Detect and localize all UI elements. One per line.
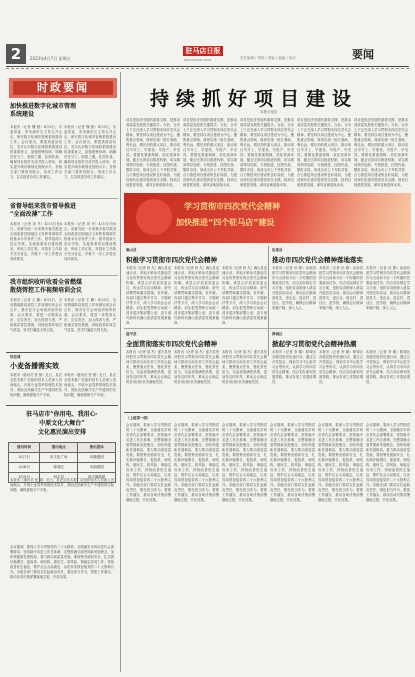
bottom-body-col4: 会议强调，要深入学习贯彻党的二十大精神，全面落实市四次党代会部署要求，坚持稳中求进工作总基调，完整准确全面贯彻新发展理念，加快构建新发展格局，着力推动高质量发展。要统筹发展和安全，扎实做好稳增长、促改革、调结构、惠民生、防风险、保稳定各项工作，持续改善民生福祉，维护社会大局稳定，以优异成绩迎接党的二十大胜利召开。各级各部门要切实扛起政治责任，强化担当作为，狠抓工作落实，推动各项决策部署落地生根、开花结果。 [270,423,315,502]
article2-title [10,203,76,219]
story3-body-col1: 本报讯（记者 周 杰）遂平县坚持把学习贯彻市四次党代会精神与推动当前各项工作结合起来，聚焦重点任务，强化责任担当，以更加饱满的热情、更加务实的作风，推动会议确定的各项目标任务落地见效。 [126,350,171,384]
top-story-body-col4: 项目是经济发展的重要支撑，是推动高质量发展的关键抓手。当前，全市上下正在深入学习贯彻市四次党代会精神，要坚持以项目建设为中心，聚焦重点领域，谋划实施一批打基础、利长远、增后劲的重大项目，推动项目早开工、早建设、早投产、早见效。要强化要素保障，优化营商环境，健全完善项目推进机制，切实做到领导包联、专班推进、挂图作战、限时办结，形成全市上下齐抓共管、合力推进项目建设的良好局面，为建设现代化强市提供坚实支撑。抓项目就是抓发展，谋项目就是谋未来。 [297,118,351,187]
divider [124,412,411,413]
article4-kicker: 科技课 [10,355,21,359]
article4-body: 本报讯（通讯员 张 强）近日，县农业技术推广站组织技术人员深入田间地头，开展小麦春季管理技术指导，帮助农民解决生产中遇到的实际问题，确保夏粮丰产丰收。 [10,373,62,397]
table-cell: 西平县 [40,473,78,483]
table-cell: 市曲剧团 [78,463,116,473]
banner-line2: 加快推进“四个驻马店”建设 [176,218,275,227]
bottom-body-col6: 会议强调，要深入学习贯彻党的二十大精神，全面落实市四次党代会部署要求，坚持稳中求进工作总基调，完整准确全面贯彻新发展理念，加快构建新发展格局，着力推动高质量发展。要统筹发展和安全，扎实做好稳增长、促改革、调结构、惠民生、防风险、保稳定各项工作，持续改善民生福祉，维护社会大局稳定，以优异成绩迎接党的二十大胜利召开。各级各部门要切实扛起政治责任，强化担当作为，狠抓工作落实，推动各项决策部署落地生根、开花结果。 [366,423,410,502]
table-header: 演出地点 [40,443,78,453]
top-story-body-col1: 项目是经济发展的重要支撑，是推动高质量发展的关键抓手。当前，全市上下正在深入学习贯彻市四次党代会精神，要坚持以项目建设为中心，聚焦重点领域，谋划实施一批打基础、利长远、增后劲的重大项目，推动项目早开工、早建设、早投产、早见效。要强化要素保障，优化营商环境，健全完善项目推进机制，切实做到领导包联、专班推进、挂图作战、限时办结，形成全市上下齐抓共管、合力推进项目建设的良好局面，为建设现代化强市提供坚实支撑。抓项目就是抓发展，谋项目就是谋未来。 [126,118,180,187]
article1-title [10,103,76,119]
article3-title-line1: 我市组织收听收看全省燃煤 [10,279,83,286]
story2-body-col3: 本报讯（记者 孙 静）汝南县把学习贯彻市四次党代会精神作为当前和今后一个时期的首要政治任务，结合实际制定学习方案，组织宣讲团深入基层开展宣讲活动，推动会议精神进机关、进企业、进农村、进社区、进学校，确保会议精神家喻户晓、深入人心。 [366,266,410,310]
masthead-english: ZHUMADIAN DAILY [184,58,212,62]
banner-decoration [281,193,411,243]
top-story-body-col2: 项目是经济发展的重要支撑，是推动高质量发展的关键抓手。当前，全市上下正在深入学习贯彻市四次党代会精神，要坚持以项目建设为中心，聚焦重点领域，谋划实施一批打基础、利长远、增后劲的重大项目，推动项目早开工、早建设、早投产、早见效。要强化要素保障，优化营商环境，健全完善项目推进机制，切实做到领导包联、专班推进、挂图作战、限时办结，形成全市上下齐抓共管、合力推进项目建设的良好局面，为建设现代化强市提供坚实支撑。抓项目就是抓发展，谋项目就是谋未来。 [183,118,237,187]
story1-body-col2: 本报讯（记者 杨 光）确山县迅速行动，采取多种形式掀起学习宣传贯彻市四次党代会精神热潮。该县召开县委常委会议，传达学习会议精神，研究部署贯彻落实措施。各乡镇、各部门通过集中学习、专题研讨等方式，深入学习领会会议精神，切实把思想和行动统一到市委决策部署上来，奋力谱写新时代确山高质量发展新篇章。 [174,266,219,324]
table-row [9,463,116,473]
header-dash-rule [6,68,409,69]
table-row [9,453,116,463]
story4-title: 掀起学习贯彻党代会精神热潮 [272,340,357,348]
article3-title-line2: 散烧管控工作视频培训会议 [10,287,83,294]
story2-title: 推动市四次党代会精神落地落实 [272,256,363,264]
article4-body-col2: 本报讯（通讯员 张 强）近日，县农业技术推广站组织技术人员深入田间地头，开展小麦春季管理技术指导，帮助农民解决生产中遇到的实际问题，确保夏粮丰产丰收。 [64,373,116,397]
article5-title-line3: 文化惠民演出安排 [37,429,86,436]
story4-body-col1: 本报讯（记者 李 娜）驿城区各级党组织迅速行动，通过召开党组会、理论学习中心组学习会等形式，认真学习市四次党代会精神，结合实际谋划发展思路，推动各项工作提质增效。 [272,350,316,384]
story4-kicker: 驿城区 [272,332,283,336]
article5-title [10,410,114,437]
divider [6,405,118,406]
story3-title: 全面贯彻落实市四次党代会精神 [126,340,217,348]
story2-body-col1: 本报讯（记者 孙 静）汝南县把学习贯彻市四次党代会精神作为当前和今后一个时期的首要政治任务，结合实际制定学习方案，组织宣讲团深入基层开展宣讲活动，推动会议精神进机关、进企业、进农村、进社区、进学校，确保会议精神家喻户晓、深入人心。 [272,266,316,310]
edition-info: 责任编辑 / 审校 / 美编 / 邮编 / 电话 [240,56,296,60]
article3-body: 本报讯（记者 王 鹏）4月6日，全省燃煤散烧管控工作视频培训会议召开，我市在分会场组织收听收看。会议要求，要进一步提高认识，压实责任，加大排查力度，严格落实管控措施，持续改善环境空气质量，坚决打赢蓝天保卫战。 [10,298,62,332]
article5-title-line2: 中原文化大舞台” [39,420,85,427]
section-label: 时政要闻 [13,81,113,95]
table-cell: 西平豫剧团 [78,473,116,483]
bottom-body-col1: 会议强调，要深入学习贯彻党的二十大精神，全面落实市四次党代会部署要求，坚持稳中求进工作总基调，完整准确全面贯彻新发展理念，加快构建新发展格局，着力推动高质量发展。要统筹发展和安全，扎实做好稳增长、促改革、调结构、惠民生、防风险、保稳定各项工作，持续改善民生福祉，维护社会大局稳定，以优异成绩迎接党的二十大胜利召开。各级各部门要切实扛起政治责任，强化担当作为，狠抓工作落实，推动各项决策部署落地生根、开花结果。 [126,423,171,502]
divider [6,352,118,353]
bottom-kicker: （上接第一版） [126,416,151,420]
column-divider [268,246,269,356]
left-bottom-body: 会议强调，要深入学习贯彻党的二十大精神，全面落实市四次党代会部署要求，坚持稳中求进工作总基调，完整准确全面贯彻新发展理念，加快构建新发展格局，着力推动高质量发展。要统筹发展和安全，扎实做好稳增长、促改革、调结构、惠民生、防风险、保稳定各项工作，持续改善民生福祉，维护社会大局稳定，以优异成绩迎接党的二十大胜利召开。各级各部门要切实扛起政治责任，强化担当作为，狠抓工作落实，推动各项决策部署落地生根、开花结果。 [10,545,114,579]
article2-body-col2: 本报讯（记者 刘 冬）4月5日至6日，省督导组一行来我市督导推进全面改善贫困地区义务教育薄弱学校基本办学条件工作。督导组深入县区学校，实地查看项目建设情况，听取工作汇报，对我市工作给予充分肯定，并就下一步工作提出具体要求。 [64,222,116,261]
column-divider [120,72,121,672]
section-label-box [9,78,117,98]
party-emblem-icon [136,199,172,235]
banner-line1: 学习贯彻市四次党代会精神 [184,202,280,211]
article2-title-line2: “全面改薄”工作 [10,211,53,218]
article1-title-line1: 加快推进数字化城市管理 [10,103,77,110]
article1-body-col2: 本报讯（记者 魏 薇）4月6日，市委常委、常务副市长主持召开会议，研究数字化城市管理系统建设工作。会议指出，要提高政治站位，充分认识数字化城管系统建设的重要意义，加强统筹协调，明确责任分工，倒排工期，挂图作战，确保项目按时完成并投入使用，切实提升城市精细化管理水平。各相关部门要密切配合，形成工作合力，扎实推进各项工作落实。 [64,125,116,179]
table-cell: 4月7日 [9,453,40,463]
article1-title-line2: 系统建设 [10,111,35,118]
story1-body-col1: 本报讯（记者 杨 光）确山县迅速行动，采取多种形式掀起学习宣传贯彻市四次党代会精神热潮。该县召开县委常委会议，传达学习会议精神，研究部署贯彻落实措施。各乡镇、各部门通过集中学习、专题研讨等方式，深入学习领会会议精神，切实把思想和行动统一到市委决策部署上来，奋力谱写新时代确山高质量发展新篇章。 [126,266,171,324]
article3-body-col2: 本报讯（记者 王 鹏）4月6日，全省燃煤散烧管控工作视频培训会议召开，我市在分会场组织收听收看。会议要求，要进一步提高认识，压实责任，加大排查力度，严格落实管控措施，持续改善环境空气质量，坚决打赢蓝天保卫战。 [64,298,116,332]
bottom-body-col3: 会议强调，要深入学习贯彻党的二十大精神，全面落实市四次党代会部署要求，坚持稳中求进工作总基调，完整准确全面贯彻新发展理念，加快构建新发展格局，着力推动高质量发展。要统筹发展和安全，扎实做好稳增长、促改革、调结构、惠民生、防风险、保稳定各项工作，持续改善民生福祉，维护社会大局稳定，以优异成绩迎接党的二十大胜利召开。各级各部门要切实扛起政治责任，强化担当作为，狠抓工作落实，推动各项决策部署落地生根、开花结果。 [222,423,267,502]
divider [124,328,411,329]
story4-body-col2: 本报讯（记者 李 娜）驿城区各级党组织迅速行动，通过召开党组会、理论学习中心组学习会等形式，认真学习市四次党代会精神，结合实际谋划发展思路，推动各项工作提质增效。 [319,350,363,384]
table-cell: 4月8日 [9,463,40,473]
table-cell: 4月9日 [9,473,40,483]
table-cell: 市文化广场 [40,453,78,463]
story3-body-col3: 本报讯（记者 周 杰）遂平县坚持把学习贯彻市四次党代会精神与推动当前各项工作结合起来，聚焦重点任务，强化责任担当，以更加饱满的热情、更加务实的作风，推动会议确定的各项目标任务落地见效。 [222,350,267,384]
story3-kicker: 遂平县 [126,332,137,336]
article4-title: 小麦备播需实效 [10,361,59,370]
divider [8,275,118,276]
top-story-body-col5: 项目是经济发展的重要支撑，是推动高质量发展的关键抓手。当前，全市上下正在深入学习贯彻市四次党代会精神，要坚持以项目建设为中心，聚焦重点领域，谋划实施一批打基础、利长远、增后劲的重大项目，推动项目早开工、早建设、早投产、早见效。要强化要素保障，优化营商环境，健全完善项目推进机制，切实做到领导包联、专班推进、挂图作战、限时办结，形成全市上下齐抓共管、合力推进项目建设的良好局面，为建设现代化强市提供坚实支撑。抓项目就是抓发展，谋项目就是谋未来。 [354,118,408,187]
story1-kicker: 确山县 [126,248,137,252]
article2-title-line1: 省督导组来我市督导推进 [10,203,77,210]
top-story-byline: 本报评论员 [260,110,278,114]
top-story-body-col3: 项目是经济发展的重要支撑，是推动高质量发展的关键抓手。当前，全市上下正在深入学习贯彻市四次党代会精神，要坚持以项目建设为中心，聚焦重点领域，谋划实施一批打基础、利长远、增后劲的重大项目，推动项目早开工、早建设、早投产、早见效。要强化要素保障，优化营商环境，健全完善项目推进机制，切实做到领导包联、专班推进、挂图作战、限时办结，形成全市上下齐抓共管、合力推进项目建设的良好局面，为建设现代化强市提供坚实支撑。抓项目就是抓发展，谋项目就是谋未来。 [240,118,294,187]
section-title: 要闻 [352,48,374,61]
article1-body: 本报讯（记者 魏 薇）4月6日，市委常委、常务副市长主持召开会议，研究数字化城市管理系统建设工作。会议指出，要提高政治站位，充分认识数字化城管系统建设的重要意义，加强统筹协调，明确责任分工，倒排工期，挂图作战，确保项目按时完成并投入使用，切实提升城市精细化管理水平。各相关部门要密切配合，形成工作合力，扎实推进各项工作落实。 [10,125,62,179]
feature-banner-image [124,193,411,243]
table-header: 演出团体 [78,443,116,453]
table-header: 演出时间 [9,443,40,453]
story1-body-col3: 本报讯（记者 杨 光）确山县迅速行动，采取多种形式掀起学习宣传贯彻市四次党代会精神热潮。该县召开县委常委会议，传达学习会议精神，研究部署贯彻落实措施。各乡镇、各部门通过集中学习、专题研讨等方式，深入学习领会会议精神，切实把思想和行动统一到市委决策部署上来，奋力谱写新时代确山高质量发展新篇章。 [222,266,267,324]
story2-kicker: 汝南县 [272,248,283,252]
table-cell: 市豫剧团 [78,453,116,463]
header-rule [6,66,409,67]
story4-body-col3: 本报讯（记者 李 娜）驿城区各级党组织迅速行动，通过召开党组会、理论学习中心组学习会等形式，认真学习市四次党代会精神，结合实际谋划发展思路，推动各项工作提质增效。 [366,350,410,384]
masthead-logo: 驻马店日报 [183,46,223,56]
table-cell: 驿城区 [40,463,78,473]
article5-note: 本报讯（通讯员 张 强）近日，县农业技术推广站组织技术人员深入田间地头，开展小麦春季管理技术指导，帮助农民解决生产中遇到的实际问题，确保夏粮丰产丰收。 [10,478,114,492]
article5-title-line1: 驻马店市“你用电、我用心· [26,411,98,418]
story3-body-col2: 本报讯（记者 周 杰）遂平县坚持把学习贯彻市四次党代会精神与推动当前各项工作结合起来，聚焦重点任务，强化责任担当，以更加饱满的热情、更加务实的作风，推动会议确定的各项目标任务落地见效。 [174,350,219,384]
divider [8,198,118,199]
date-line: 2023年4月7日 星期五 [30,56,71,61]
story1-title: 积极学习贯彻市四次党代会精神 [126,256,217,264]
top-story-title: 持续抓好项目建设 [150,88,359,110]
story2-body-col2: 本报讯（记者 孙 静）汝南县把学习贯彻市四次党代会精神作为当前和今后一个时期的首要政治任务，结合实际制定学习方案，组织宣讲团深入基层开展宣讲活动，推动会议精神进机关、进企业、进农村、进社区、进学校，确保会议精神家喻户晓、深入人心。 [319,266,363,310]
bottom-body-col5: 会议强调，要深入学习贯彻党的二十大精神，全面落实市四次党代会部署要求，坚持稳中求进工作总基调，完整准确全面贯彻新发展理念，加快构建新发展格局，着力推动高质量发展。要统筹发展和安全，扎实做好稳增长、促改革、调结构、惠民生、防风险、保稳定各项工作，持续改善民生福祉，维护社会大局稳定，以优异成绩迎接党的二十大胜利召开。各级各部门要切实扛起政治责任，强化担当作为，狠抓工作落实，推动各项决策部署落地生根、开花结果。 [318,423,363,502]
page-number: 2 [6,44,26,64]
bottom-body-col2: 会议强调，要深入学习贯彻党的二十大精神，全面落实市四次党代会部署要求，坚持稳中求进工作总基调，完整准确全面贯彻新发展理念，加快构建新发展格局，着力推动高质量发展。要统筹发展和安全，扎实做好稳增长、促改革、调结构、惠民生、防风险、保稳定各项工作，持续改善民生福祉，维护社会大局稳定，以优异成绩迎接党的二十大胜利召开。各级各部门要切实扛起政治责任，强化担当作为，狠抓工作落实，推动各项决策部署落地生根、开花结果。 [174,423,219,502]
article2-body: 本报讯（记者 刘 冬）4月5日至6日，省督导组一行来我市督导推进全面改善贫困地区义务教育薄弱学校基本办学条件工作。督导组深入县区学校，实地查看项目建设情况，听取工作汇报，对我市工作给予充分肯定，并就下一步工作提出具体要求。 [10,222,62,261]
article3-title [10,279,82,295]
performance-table [8,442,116,483]
